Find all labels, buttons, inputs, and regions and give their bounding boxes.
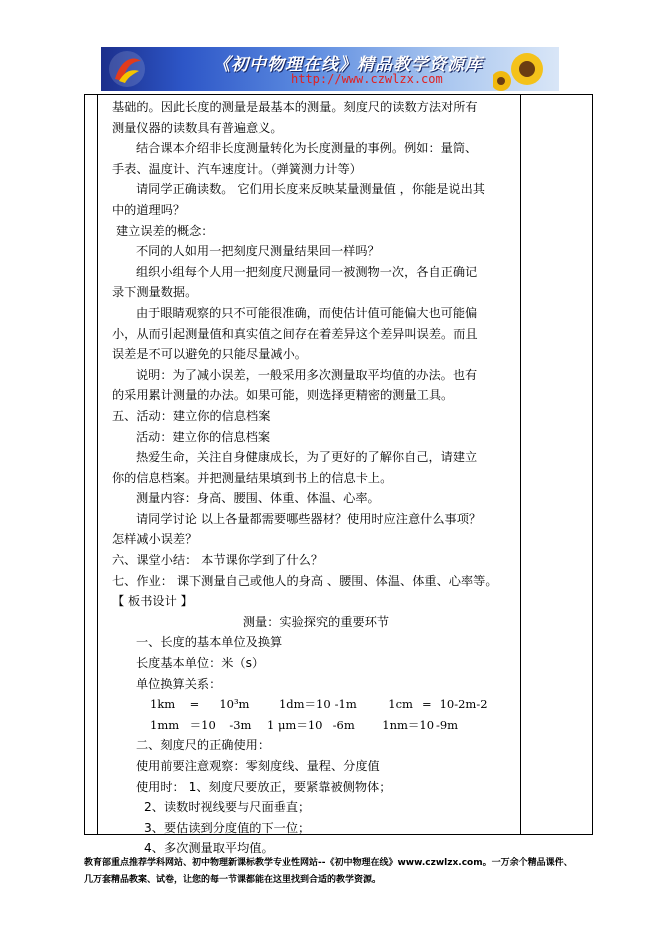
text-line: 说明：为了减小误差，一般采用多次测量取平均值的办法。也有 [136,367,478,382]
text-line: 2、读数时视线要与尺面垂直； [144,800,311,815]
text-line: 中的道理吗？ [112,202,186,217]
formula-term: -9m [435,717,459,732]
table-divider-right [520,95,521,834]
text-line: 使用时： 1、刻度尺要放正，要紧靠被侧物体； [136,779,392,794]
formula-term: 1cm [388,697,413,712]
table-divider-left [97,95,98,834]
banner-title: 《初中物理在线》精品教学资源库 [213,55,483,75]
text-line: 长度基本单位：米（s） [136,656,265,671]
formula-term: ＝10 [189,717,216,732]
text-line: 录下测量数据。 [112,285,198,300]
section-heading: 六、课堂小结： 本节课你学到了什么？ [112,553,324,568]
text-line: 组织小组每个人用一把刻度尺测量同一被测物一次，各自正确记 [136,264,478,279]
formula-term: -1m [334,697,357,712]
formula-term: -6m [332,717,355,732]
text-line: 活动：建立你的信息档案 [136,429,271,444]
site-banner [101,47,559,91]
text-line: 测量内容：身高、腰围、体重、体温、心率。 [136,491,380,506]
page-footer [84,855,584,889]
site-logo [107,49,147,89]
formula-term: 10-2m-2 [439,697,488,712]
text-line: 建立误差的概念： [116,223,214,238]
formula-term: = [421,697,432,712]
sunflower-icon [493,47,553,91]
text-line: 热爱生命，关注自身健康成长，为了更好的了解你自己，请建立 [136,450,478,465]
lesson-content [112,97,520,859]
text-line: 请同学讨论 以上各量都需要哪些器材？使用时应注意什么事项？ [136,511,482,526]
text-line: 基础的。因此长度的测量是最基本的测量。刻度尺的读数方法对所有 [112,100,478,114]
text-line: 小，从而引起测量值和真实值之间存在着差异这个差异叫误差。而且 [112,326,478,341]
footer-line: 教育部重点推荐学科网站、初中物理新课标教学专业性网站--《初中物理在线》www.czwlzx.com。一万余个精品课件、 [84,858,573,868]
text-line: 测量仪器的读数具有普遍意义。 [112,120,283,135]
text-line: 的采用累计测量的办法。如果可能，则选择更精密的测量工具。 [112,388,454,403]
banner-url[interactable]: http://www.czwlzx.com [291,72,443,86]
section-heading: 七、作业： 课下测量自己或他人的身高 、腰围、体温、体重、心率等。 [112,573,498,588]
text-line: 怎样减小误差？ [112,532,198,547]
text-line: 手表、温度计、汽车速度计。（弹簧测力计等） [112,161,362,176]
text-line: 单位换算关系： [136,676,222,691]
formula-term: 1 μm＝10 [266,717,323,732]
formula-term: 1km [150,697,176,712]
text-line: 不同的人如用一把刻度尺测量结果回一样吗？ [136,244,380,259]
board-design-heading: 【 板书设计 】 [112,594,193,609]
text-line: 使用前要注意观察：零刻度线、量程、分度值 [136,759,380,773]
text-line: 4、多次测量取平均值。 [144,841,274,856]
text-line: 3、要估读到分度值的下一位； [144,820,311,835]
text-line: 误差是不可以避免的只能尽量减小。 [112,347,307,362]
text-line: 结合课本介绍非长度测量转化为长度测量的事例。例如：量筒、 [136,141,478,156]
formula-term: 1dm＝10 [278,697,331,712]
section-heading: 二、刻度尺的正确使用： [136,738,271,753]
unit-formula-row [112,694,520,715]
formula-term: -3m [229,717,252,732]
board-title: 测量：实验探究的重要环节 [242,614,390,629]
text-line: 由于眼睛观察的只不可能很准确，而使估计值可能偏大也可能偏 [136,305,478,320]
formula-term: 10³m [219,697,250,712]
formula-term: 1nm＝10 [382,717,435,732]
text-line: 一、长度的基本单位及换算 [136,635,283,650]
section-heading: 五、活动：建立你的信息档案 [112,408,271,423]
formula-term: 1mm [150,717,180,732]
footer-line: 几万套精品教案、试卷，让您的每一节课都能在这里找到合适的教学资源。 [84,875,382,885]
text-line: 你的信息档案。并把测量结果填到书上的信息卡上。 [112,470,393,485]
formula-term: = [189,697,200,712]
unit-formula-row [112,715,520,736]
text-line: 请同学正确读数。 它们用长度来反映某量测量值 ，你能是说出其 [136,182,485,197]
